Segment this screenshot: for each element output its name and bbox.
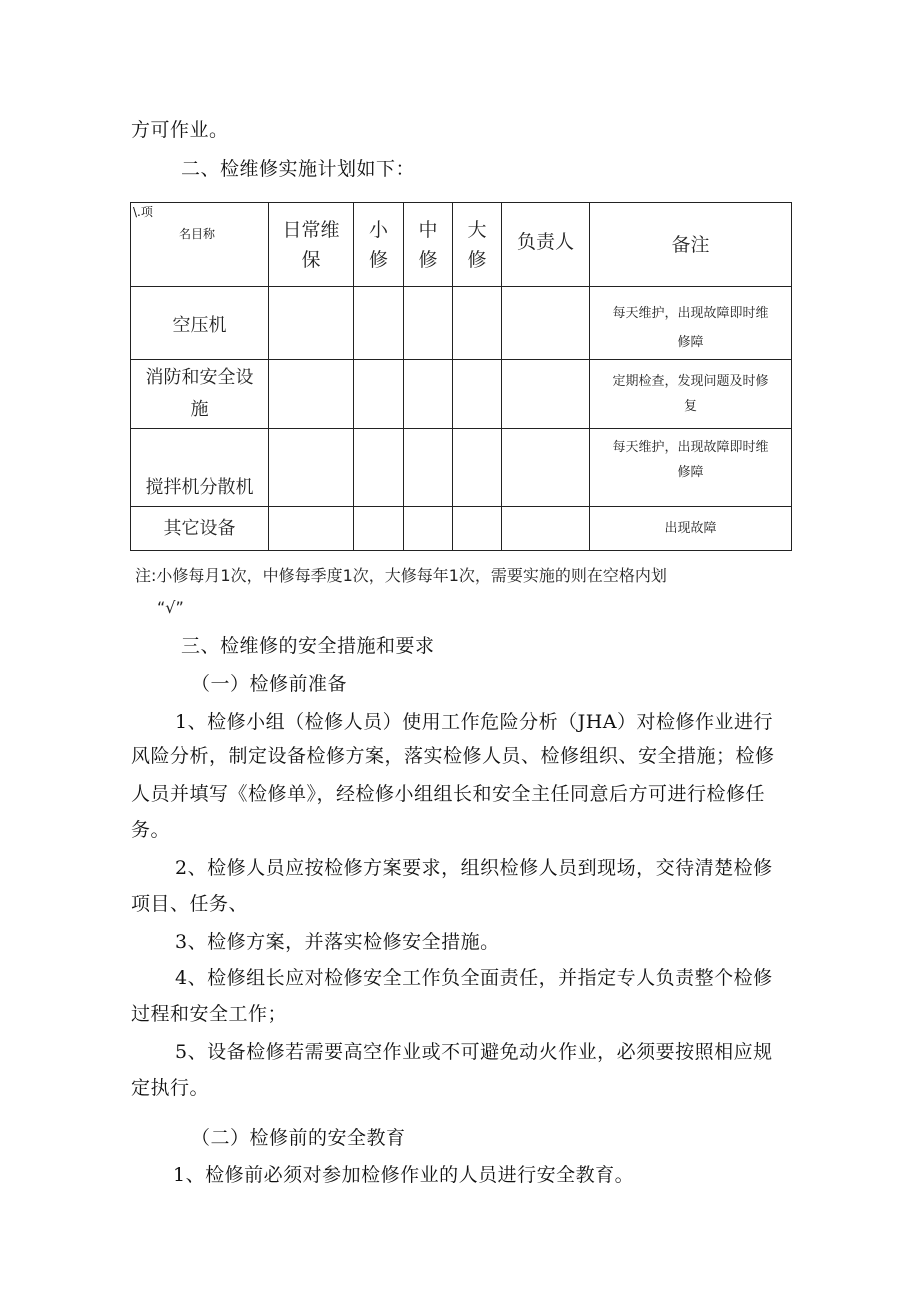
cell-owner: [502, 360, 590, 429]
subsection2-title: （二）检修前的安全教育: [191, 1127, 406, 1149]
p2-line2: 项目、任务、: [131, 893, 249, 915]
intro-tail: 方可作业。: [131, 119, 229, 141]
row-remark: 出现故障: [590, 507, 792, 551]
p1-line3: 人员并填写《检修单》，经检修小组组长和安全主任同意后方可进行检修任: [131, 783, 766, 805]
cell-medium: [404, 287, 453, 360]
cell-owner: [502, 507, 590, 551]
table-footnote-line1: 注:小修每月1次，中修每季度1次，大修每年1次，需要实施的则在空格内划: [135, 566, 667, 585]
cell-daily: [269, 287, 354, 360]
maintenance-plan-table: [130, 202, 792, 551]
p3: 3、检修方案，并落实检修安全措施。: [175, 931, 500, 953]
cell-minor: [354, 507, 404, 551]
p2-line1: 2、检修人员应按检修方案要求，组织检修人员到现场，交待清楚检修: [175, 857, 773, 879]
subsection1-title: （一）检修前准备: [191, 673, 348, 695]
p5-line1: 5、设备检修若需要高空作业或不可避免动火作业，必须要按照相应规: [175, 1041, 773, 1063]
p1-line1: 1、检修小组（检修人员）使用工作危险分析（JHA）对检修作业进行: [175, 711, 773, 733]
cell-major: [453, 287, 502, 360]
p1-line2: 风险分析，制定设备检修方案，落实检修人员、检修组织、安全措施；检修: [131, 745, 775, 767]
cell-owner: [502, 287, 590, 360]
table-header-row: [131, 203, 792, 287]
table-row: [131, 360, 792, 429]
cell-owner: [502, 429, 590, 507]
cell-major: [453, 360, 502, 429]
header-medium: 中 修: [404, 203, 453, 287]
cell-major: [453, 507, 502, 551]
table-footnote-line2: “√”: [157, 598, 184, 617]
row-remark: 每天维护，出现故障即时维 修障: [590, 429, 792, 507]
cell-daily: [269, 360, 354, 429]
cell-medium: [404, 360, 453, 429]
cell-medium: [404, 507, 453, 551]
table-row: [131, 429, 792, 507]
header-daily: 日常维 保: [269, 203, 354, 287]
cell-minor: [354, 360, 404, 429]
p1-line4: 务。: [131, 819, 171, 841]
header-owner: 负责人: [502, 203, 590, 287]
cell-minor: [354, 287, 404, 360]
section2-title: 二、检维修实施计划如下：: [181, 158, 416, 180]
p5-line2: 定执行。: [131, 1077, 210, 1099]
header-corner-line2: 名目称: [179, 227, 216, 241]
row-name: 消防和安全设 施: [131, 360, 269, 429]
table-row: [131, 287, 792, 360]
cell-medium: [404, 429, 453, 507]
table-row: [131, 507, 792, 551]
cell-major: [453, 429, 502, 507]
p4-line2: 过程和安全工作；: [131, 1003, 288, 1025]
p4-line1: 4、检修组长应对检修安全工作负全面责任，并指定专人负责整个检修: [175, 967, 773, 989]
header-corner: [131, 203, 269, 287]
row-name: 空压机: [131, 287, 269, 360]
header-remark: 备注: [590, 203, 792, 287]
cell-daily: [269, 507, 354, 551]
section3-title: 三、检维修的安全措施和要求: [181, 635, 435, 657]
q1: 1、检修前必须对参加检修作业的人员进行安全教育。: [173, 1164, 635, 1186]
row-name: 搅拌机分散机: [131, 429, 269, 507]
row-name: 其它设备: [131, 507, 269, 551]
header-corner-line1: \.项: [133, 205, 153, 219]
header-major: 大 修: [453, 203, 502, 287]
row-remark: 每天维护，出现故障即时维 修障: [590, 287, 792, 360]
header-minor: 小 修: [354, 203, 404, 287]
row-remark: 定期检查，发现问题及时修 复: [590, 360, 792, 429]
cell-daily: [269, 429, 354, 507]
cell-minor: [354, 429, 404, 507]
